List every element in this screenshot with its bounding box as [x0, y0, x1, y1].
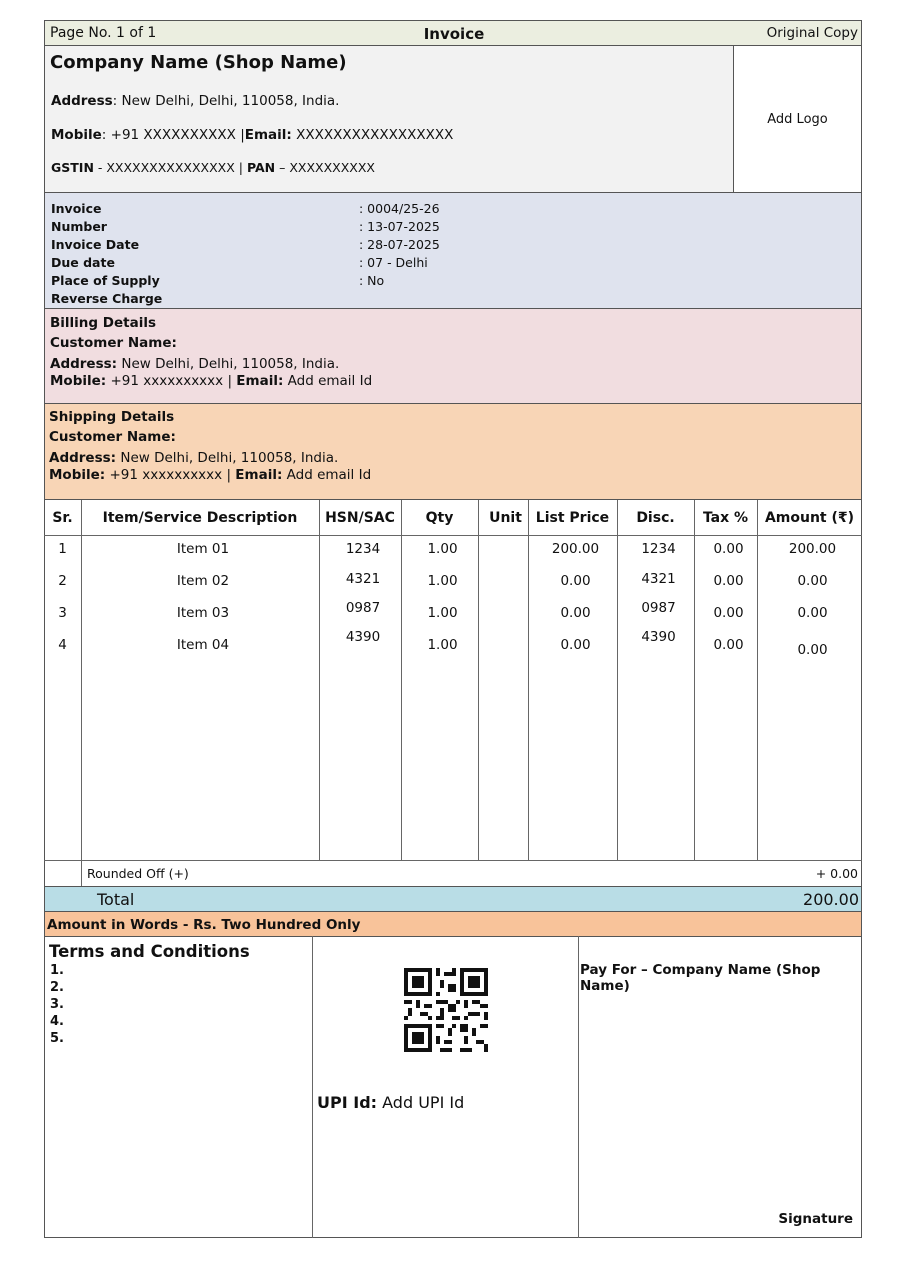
billing-title: Billing Details: [50, 315, 156, 331]
company-name: Company Name (Shop Name): [50, 52, 347, 73]
qr-code-icon: [404, 968, 488, 1052]
cell-tax: 0.00: [713, 573, 744, 589]
cell-qty: 1.00: [427, 541, 458, 557]
shipping-block: [44, 403, 862, 500]
col-header-list-price: List Price: [535, 510, 610, 526]
header-bar: [44, 20, 862, 46]
table-bottom-divider: [44, 860, 862, 861]
cell-sr: 2: [58, 573, 67, 589]
table-header-divider: [44, 535, 862, 536]
cell-sr: 3: [58, 605, 67, 621]
terms-list: [50, 962, 64, 1047]
terms-item: 3.: [50, 997, 64, 1012]
cell-qty: 1.00: [427, 573, 458, 589]
terms-item: 4.: [50, 1014, 64, 1029]
cell-disc: 1234: [641, 541, 676, 557]
col-header-description: Item/Service Description: [102, 510, 298, 526]
shipping-title: Shipping Details: [49, 409, 175, 425]
meta-values: [359, 200, 440, 290]
col-header-hsn: HSN/SAC: [325, 510, 395, 526]
amount-in-words-row: [44, 911, 862, 937]
cell-tax: 0.00: [713, 541, 744, 557]
billing-contact: Mobile: +91 xxxxxxxxxx | Email: Add email Id: [50, 373, 373, 389]
meta-label: Invoice Date: [51, 237, 140, 252]
cell-amount: 0.00: [797, 573, 828, 589]
rounded-off-value: + 0.00: [815, 866, 858, 881]
footer-divider: [578, 936, 579, 1238]
cell-list-price: 200.00: [551, 541, 600, 557]
cell-disc: 0987: [641, 600, 676, 616]
total-label: Total: [97, 890, 135, 909]
logo-placeholder[interactable]: [733, 45, 862, 193]
cell-hsn: 0987: [345, 600, 381, 616]
page-number: Page No. 1 of 1: [50, 25, 157, 41]
cell-amount: 0.00: [797, 605, 828, 621]
terms-title: Terms and Conditions: [49, 942, 250, 961]
total-value: 200.00: [803, 890, 859, 909]
cell-tax: 0.00: [713, 605, 744, 621]
cell-qty: 1.00: [427, 637, 458, 653]
meta-value: : 07 - Delhi: [359, 255, 428, 270]
meta-label: Number: [51, 219, 107, 234]
meta-label: Invoice: [51, 201, 102, 216]
shipping-address: Address: New Delhi, Delhi, 110058, India.: [49, 450, 339, 466]
cell-disc: 4321: [641, 571, 676, 587]
col-header-unit: Unit: [489, 510, 522, 526]
meta-value: : 28-07-2025: [359, 237, 440, 252]
meta-labels: [51, 200, 162, 308]
cell-hsn: 4321: [345, 571, 381, 587]
col-header-sr: Sr.: [52, 510, 73, 526]
meta-label: Due date: [51, 255, 115, 270]
signature-label: Signature: [778, 1211, 853, 1227]
terms-item: 1.: [50, 963, 64, 978]
col-header-disc: Disc.: [636, 510, 675, 526]
terms-item: 5.: [50, 1031, 64, 1046]
cell-tax: 0.00: [713, 637, 744, 653]
meta-value: : No: [359, 273, 385, 288]
shipping-contact: Mobile: +91 xxxxxxxxxx | Email: Add email Id: [49, 467, 372, 483]
column-divider: [81, 500, 82, 886]
billing-customer-label: Customer Name:: [50, 335, 177, 351]
pay-for-label: Pay For – Company Name (Shop Name): [580, 962, 821, 994]
meta-label: Place of Supply: [51, 273, 160, 288]
company-contact: Mobile: +91 XXXXXXXXXX |Email: XXXXXXXXXXXXXXXXX: [51, 127, 454, 143]
cell-description: Item 03: [176, 605, 230, 621]
meta-label: Reverse Charge: [51, 291, 163, 306]
document-title: Invoice: [423, 25, 485, 43]
meta-value: : 13-07-2025: [359, 219, 440, 234]
cell-list-price: 0.00: [560, 637, 591, 653]
logo-text: Add Logo: [767, 111, 828, 127]
amount-in-words: Amount in Words - Rs. Two Hundred Only: [47, 917, 361, 933]
cell-qty: 1.00: [427, 605, 458, 621]
cell-amount: 0.00: [797, 642, 828, 658]
cell-list-price: 0.00: [560, 605, 591, 621]
col-header-qty: Qty: [425, 510, 454, 526]
cell-disc: 4390: [641, 629, 676, 645]
cell-hsn: 4390: [345, 629, 381, 645]
upi-line: UPI Id: Add UPI Id: [317, 1093, 465, 1112]
meta-value: : 0004/25-26: [359, 201, 440, 216]
footer-divider: [312, 936, 313, 1238]
shipping-customer-label: Customer Name:: [49, 429, 176, 445]
cell-sr: 1: [58, 541, 67, 557]
billing-block: [44, 308, 862, 404]
col-header-amount: Amount (₹): [764, 510, 855, 526]
company-address: Address: New Delhi, Delhi, 110058, India.: [51, 93, 340, 109]
cell-description: Item 01: [176, 541, 230, 557]
terms-item: 2.: [50, 980, 64, 995]
rounded-off-label: Rounded Off (+): [87, 866, 189, 881]
col-header-tax: Tax %: [702, 510, 749, 526]
cell-description: Item 02: [176, 573, 230, 589]
billing-address: Address: New Delhi, Delhi, 110058, India.: [50, 356, 340, 372]
cell-description: Item 04: [176, 637, 230, 653]
invoice-meta-block: [44, 192, 862, 309]
cell-list-price: 0.00: [560, 573, 591, 589]
cell-sr: 4: [58, 637, 67, 653]
cell-hsn: 1234: [345, 541, 381, 557]
company-tax-ids: GSTIN - XXXXXXXXXXXXXXX | PAN – XXXXXXXXXX: [51, 160, 375, 175]
company-block: [44, 45, 734, 193]
total-row: [44, 886, 862, 912]
cell-amount: 200.00: [788, 541, 837, 557]
upi-value: Add UPI Id: [382, 1093, 465, 1112]
copy-label: Original Copy: [766, 25, 858, 41]
